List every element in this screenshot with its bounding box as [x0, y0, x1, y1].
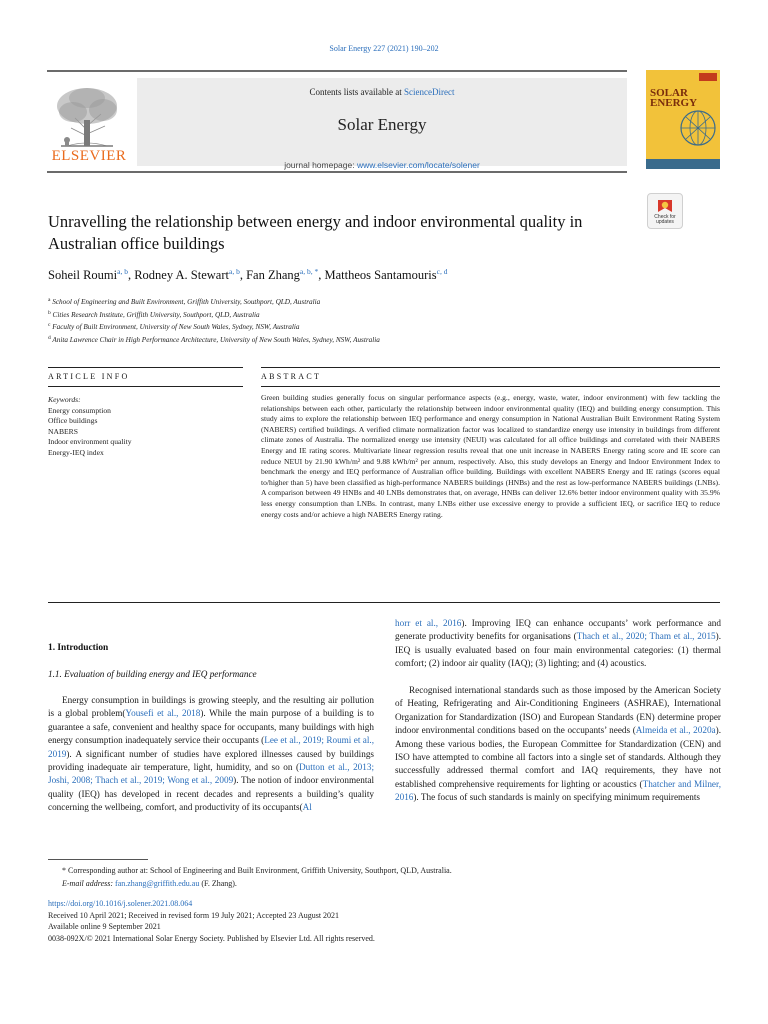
contents-prefix: Contents lists available at	[309, 87, 404, 97]
keyword-item: Indoor environment quality	[48, 437, 132, 447]
keywords-block	[48, 395, 228, 459]
author-affiliation-sup[interactable]: a, b	[117, 267, 128, 276]
body-text: Energy consumption in buildings is growing steeply, and the resulting air pollution is a global problem(	[48, 695, 374, 719]
author-list	[48, 267, 668, 283]
cover-title	[650, 88, 710, 108]
email-note	[48, 877, 720, 890]
abstract-end-rule	[48, 602, 720, 603]
affiliation-sup: a	[48, 297, 51, 303]
affiliation-item	[48, 320, 648, 333]
author-name: Soheil Roumi	[48, 268, 118, 282]
check-updates-icon	[648, 196, 682, 216]
journal-info-box	[137, 78, 627, 170]
affiliation-item	[48, 308, 648, 321]
affiliation-sup: c	[48, 322, 51, 329]
citation-link[interactable]: Thach et al., 2020; Tham et al., 2015	[576, 631, 716, 642]
author-separator: ,	[127, 268, 135, 282]
sciencedirect-link[interactable]: ScienceDirect	[404, 87, 455, 97]
corresponding-text: Corresponding author at: School of Engineering and Built Environment, Griffith University, Southport, QLD, Australia.	[68, 866, 452, 875]
author-4[interactable]	[325, 268, 448, 282]
check-updates-label-1: Check for	[654, 214, 676, 220]
abstract-label: ABSTRACT	[261, 372, 322, 381]
body-text: ). The notion of indoor environmental quality (IEQ) has developed in recent decades and represents a building’s quality concerning the wellbeing, comfort, and productivity of its occupants(	[48, 775, 374, 813]
body-paragraph-right-1	[395, 617, 721, 671]
affiliation-list	[48, 295, 648, 345]
article-info-label-rule	[48, 386, 243, 387]
homepage-line	[137, 160, 627, 170]
citation-link[interactable]: horr et al., 2016	[395, 618, 462, 628]
author-3[interactable]	[246, 268, 324, 282]
journal-title: Solar Energy	[337, 115, 427, 134]
corresponding-author-note	[48, 864, 720, 877]
body-text: ). Among these various bodies, the European Committee for Standardization (CEN) and ISO have attempted to combine all factors into a single set of standards. Although they successfully addressed thermal comfort and IAQ requirements, they have not established comprehensive requirements for lighting or acoustics (	[395, 725, 721, 789]
affiliation-item	[48, 295, 648, 308]
keyword-item: Energy consumption	[48, 405, 111, 415]
body-text: ). IEQ is usually evaluated based on four main environmental categories: (1) thermal comfort; (2) indoor air quality (IAQ); (3) lighting; and (4) acoustics.	[395, 631, 722, 669]
affiliation-text: Anita Lawrence Chair in High Performance Architecture, University of New South Wales, Sydney, NSW, Australia	[52, 335, 380, 344]
publisher-name: ELSEVIER	[51, 148, 127, 164]
masthead-bottom-rule	[47, 171, 627, 173]
journal-cover-thumbnail[interactable]	[646, 70, 720, 169]
cover-title-line-1: SOLAR	[650, 87, 688, 99]
author-separator: ,	[239, 268, 247, 282]
check-updates-label	[648, 215, 682, 225]
check-updates-label-2: updates	[656, 219, 674, 225]
citation-link[interactable]: Al	[302, 802, 312, 813]
publication-info	[48, 898, 720, 944]
author-2[interactable]	[134, 268, 246, 282]
author-name: Fan Zhang	[246, 268, 300, 282]
footnotes	[48, 864, 720, 890]
affiliation-sup: b	[48, 309, 51, 316]
journal-homepage-link[interactable]: www.elsevier.com/locate/solener	[356, 160, 480, 170]
doi-link[interactable]: https://doi.org/10.1016/j.solener.2021.08.064	[48, 899, 193, 908]
email-link[interactable]: fan.zhang@griffith.edu.au	[115, 879, 200, 888]
body-text: ). A significant number of studies have explored illnesses caused by buildings providing inadequate air temperature, light, humidity, and so on (	[48, 748, 374, 773]
article-info-rule	[48, 367, 243, 368]
citation-link[interactable]: Yousefi et al., 2018	[125, 708, 201, 719]
keyword-item: Energy-IEQ index	[48, 447, 104, 457]
check-for-updates-button[interactable]	[647, 193, 683, 229]
footnote-rule	[48, 859, 148, 860]
received-dates: Received 10 April 2021; Received in revised form 19 July 2021; Accepted 23 August 2021	[48, 910, 340, 920]
author-affiliation-sup[interactable]: c, d	[436, 267, 448, 276]
email-label: E-mail address:	[62, 879, 114, 888]
author-affiliation-sup[interactable]: a, b, *	[299, 267, 319, 276]
masthead-top-rule	[47, 70, 627, 72]
keyword-item: NABERS	[48, 426, 78, 436]
section-heading: 1. Introduction	[48, 643, 109, 653]
affiliation-text: Cities Research Institute, Griffith University, Southport, QLD, Australia	[52, 310, 260, 319]
keywords-heading: Keywords:	[48, 395, 81, 404]
citation-link[interactable]: Dutton et al., 2013; Joshi, 2008; Thach et al., 2019; Wong et al., 2009	[48, 762, 375, 786]
contents-line	[137, 87, 627, 97]
cover-globe-art	[678, 108, 718, 148]
available-online: Available online 9 September 2021	[48, 922, 161, 932]
subsection-heading: 1.1. Evaluation of building energy and IEQ performance	[48, 669, 257, 679]
article-info-label: ARTICLE INFO	[48, 372, 130, 381]
running-head-link[interactable]: Solar Energy 227 (2021) 190–202	[329, 44, 439, 53]
citation-link[interactable]: Lee et al., 2019; Roumi et al., 2019	[48, 735, 374, 759]
abstract-text: Green building studies generally focus on singular performance aspects (e.g., energy, waste, water, indoor environment) with few tackling the relationships between each other, particularly the relationship between indoor environmental quality (IEQ) and building energy consumption. This study aims to explore the relationship between IEQ performance and energy consumption in National Australian Built Environment Rating System (NABERS) certified buildings. A verified climate normalization factor was localized to standardize energy use intensity in buildings from different climate zones of Australia. The normalized energy use intensity (NEUI) was calculated for all office buildings and correlated with their NABERS Energy and IE rating scores. Multivariate linear regression results reveal that one unit increase in NABERS Energy rating score and IE score can reduce NEUI by 21.90 kWh/m² and 9.88 kWh/m² per annum, respectively. Also, this study develops an Energy and Indoor Environment Index to benchmark the energy and IEQ performance of Australian office building. Buildings with excellent NABERS Energy and IE ratings (scores equal to/higher than 5) have been classified as high-performance NABERS buildings (HNBs) and the rest as low-performance NABERS buildings (LNBs). A comparison between 49 HNBs and 40 LNBs demonstrates that, on average, HNBs can deliver 12.6% better indoor environment quality with 35.9% less energy consumption than LNBs. In contrast, many LNBs either use excessive energy to provide a sufficient IEQ, or sacrifice IEQ to reduce energy costs and/or achieve a high NABERS Energy rating.	[261, 393, 720, 519]
body-paragraph-right-2	[395, 684, 721, 805]
article-title: Unravelling the relationship between energy and indoor environmental quality in Australian office buildings	[48, 212, 583, 253]
journal-masthead	[47, 70, 720, 173]
abstract-rule	[261, 367, 720, 368]
author-1[interactable]	[48, 268, 134, 282]
cover-title-line-2: ENERGY	[650, 97, 698, 109]
email-suffix: (F. Zhang).	[199, 879, 237, 888]
abstract-label-rule	[261, 386, 720, 387]
cover-band	[646, 159, 720, 169]
affiliation-sup: d	[48, 334, 51, 341]
cover-badge	[699, 73, 717, 81]
body-text: ). The focus of such standards is mainly on specifying minimum requirements	[413, 792, 701, 803]
body-paragraph-left	[48, 694, 374, 815]
author-separator: ,	[318, 268, 325, 282]
homepage-prefix: journal homepage:	[284, 160, 357, 170]
copyright-line: 0038-092X/© 2021 International Solar Energy Society. Published by Elsevier Ltd. All rights reserved.	[48, 933, 375, 943]
corresponding-mark: *	[62, 866, 66, 875]
body-text: ). Improving IEQ can enhance occupants’ work performance and generate productivity benefits for organisations (	[395, 618, 721, 642]
body-text: ). While the main purpose of a building is to guarantee a safe, convenient and healthy space for occupants, many buildings with high energy consumption inadequately service their occupants (	[48, 708, 374, 746]
body-text: Recognised international standards such as those imposed by the American Society of Heating, Refrigerating and Air-Conditioning Engineers (ASHRAE), International Organization for Standardization (ISO) and European Standards (EN) determine proper indoor environmental conditions based on the occupants’ needs (	[395, 685, 721, 736]
author-name: Mattheos Santamouris	[324, 268, 437, 282]
affiliation-text: Faculty of Built Environment, University of New South Wales, Sydney, NSW, Australia	[52, 323, 300, 332]
affiliation-item	[48, 333, 648, 346]
author-name: Rodney A. Stewart	[134, 268, 229, 282]
keyword-item: Office buildings	[48, 416, 98, 426]
author-affiliation-sup[interactable]: a, b	[229, 267, 240, 276]
citation-link[interactable]: Almeida et al., 2020a	[635, 725, 716, 736]
affiliation-text: School of Engineering and Built Environment, Griffith University, Southport, QLD, Australia	[52, 298, 321, 306]
citation-link[interactable]: Thatcher and Milner, 2016	[395, 778, 721, 803]
